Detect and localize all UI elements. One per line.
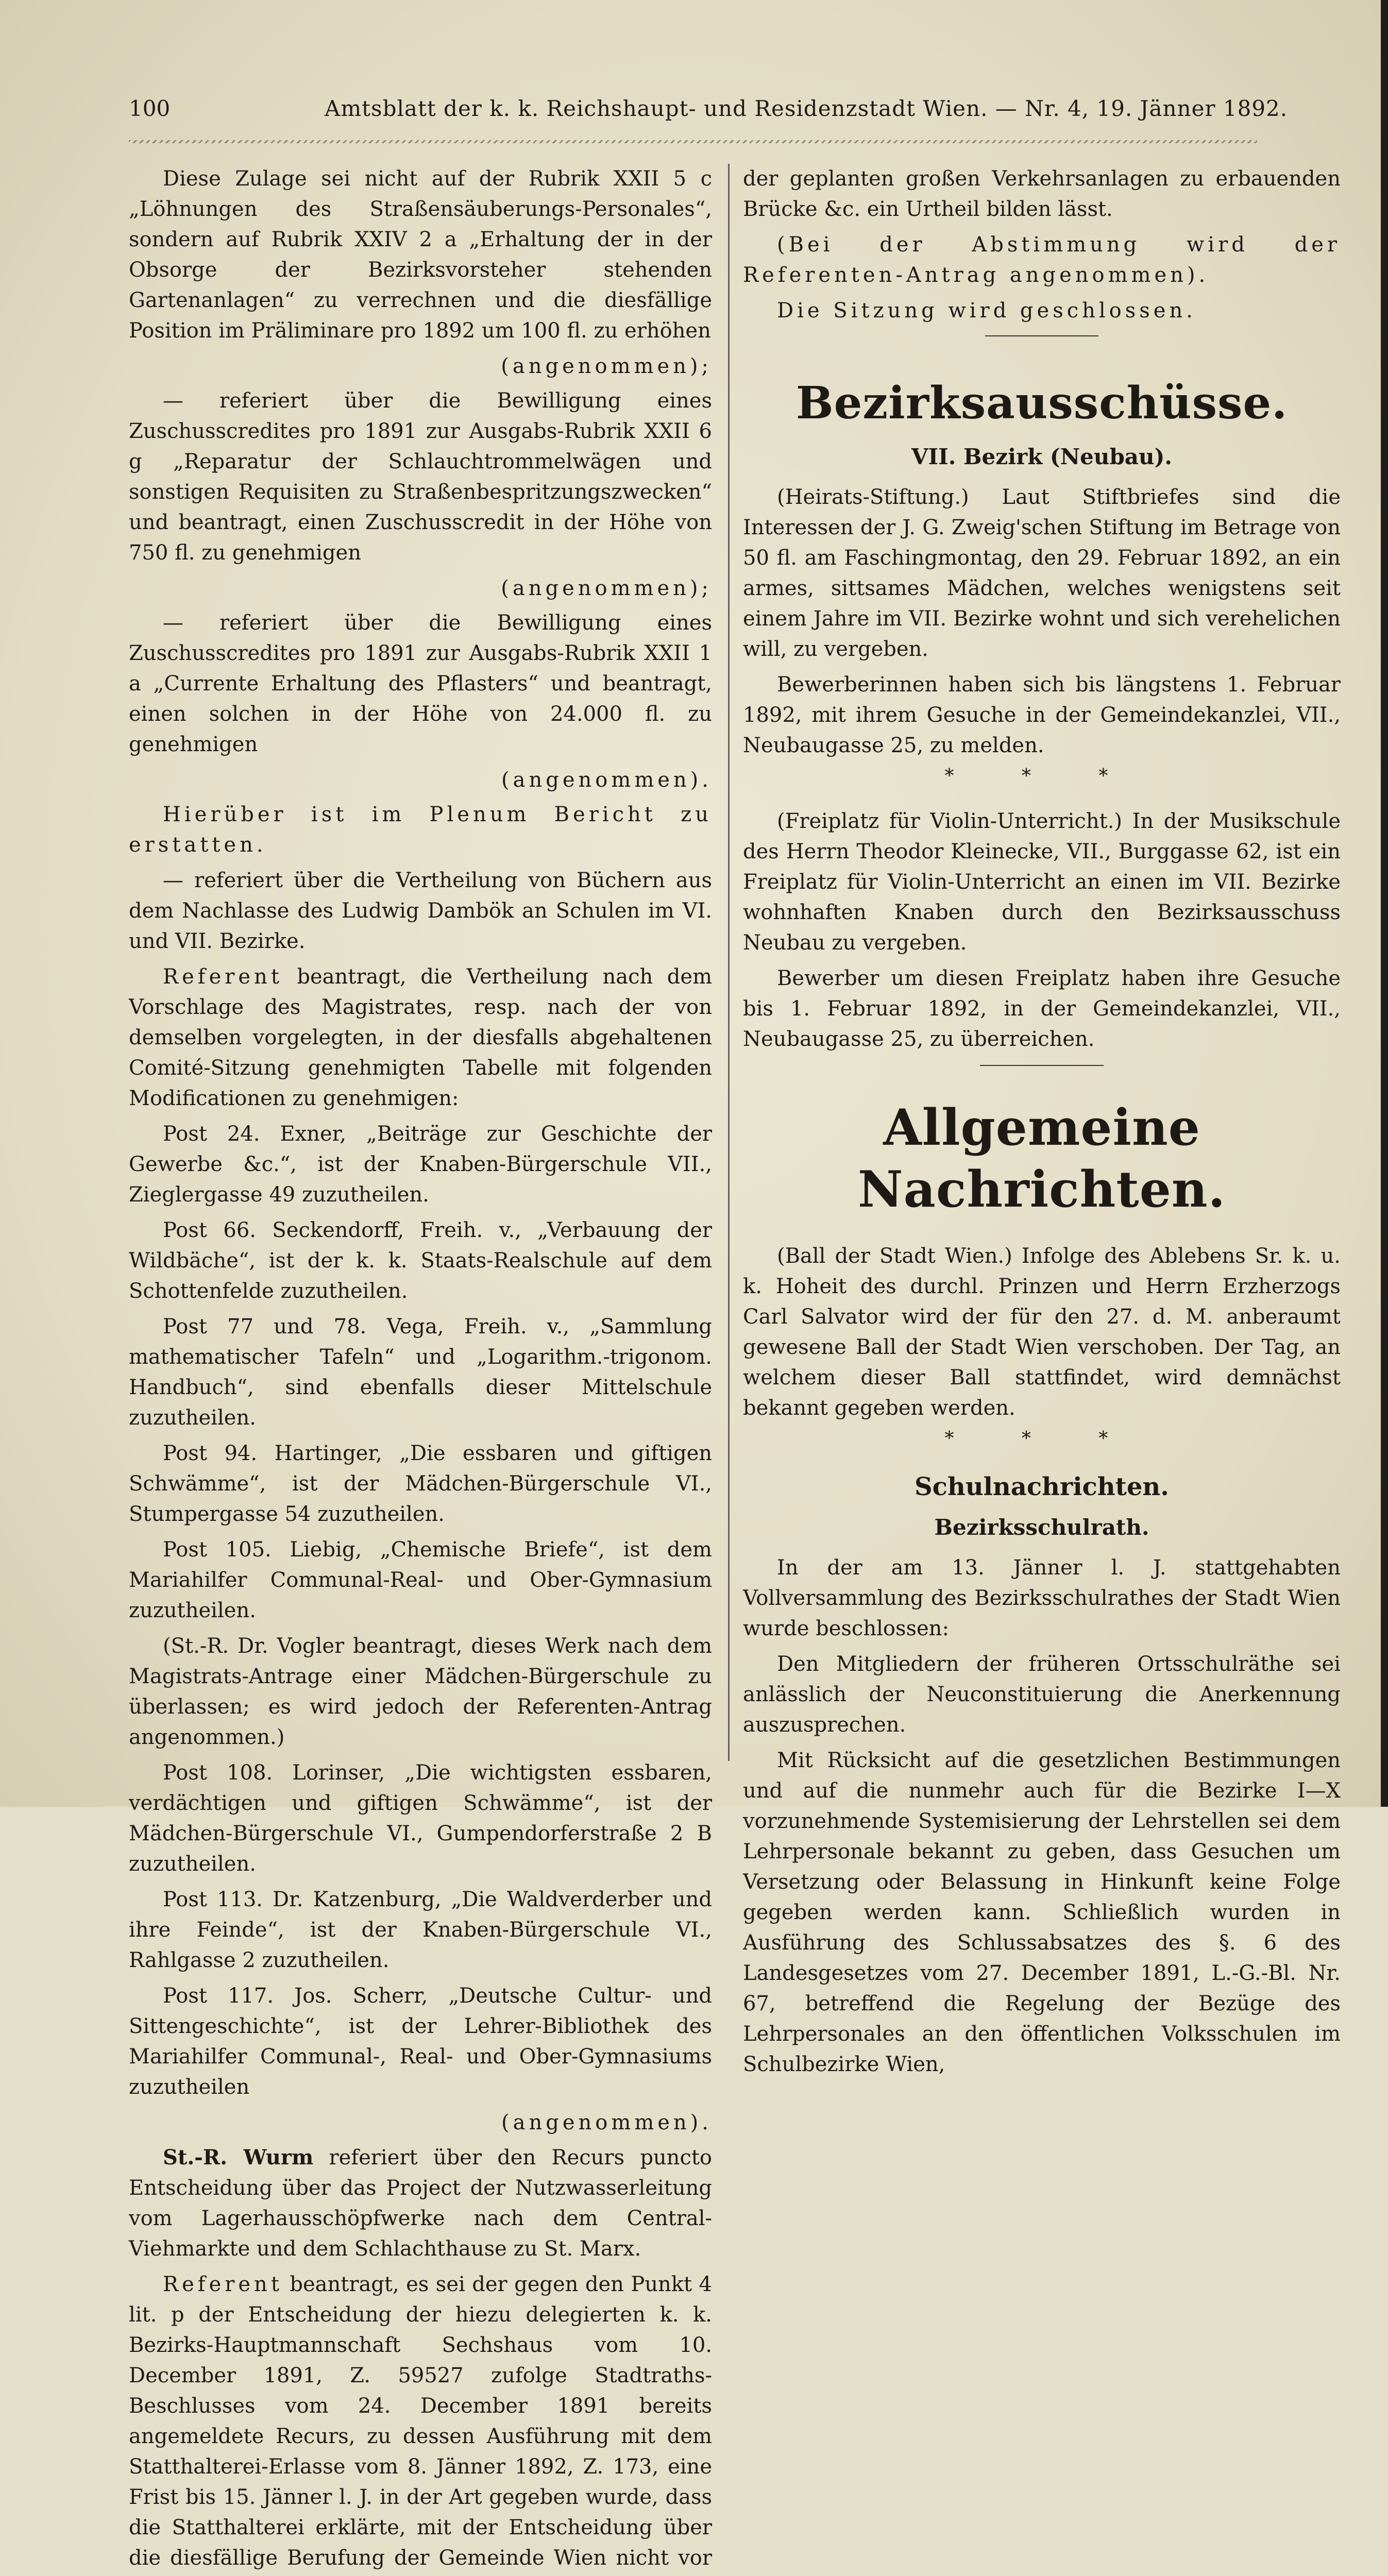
paragraph: — referiert über die Bewilligung eines Zuschusscredites pro 1891 zur Ausgabs-Rubrik XXII 6 g „Reparatur der Schlauchtrommelwägen und sonstigen Requisiten zu Straßenbespritzungszwecken“ und beantragt, einen Zuschusscredit in der Höhe von 750 fl. zu genehmigen xyxy=(129,389,712,565)
paragraph xyxy=(129,962,712,1114)
left-column xyxy=(129,164,712,2576)
paragraph-text: beantragt, es sei der gegen den Punkt 4 lit. p der Entscheidung der hiezu delegierten k. k. Bezirks-Hauptmannschaft Sechshaus vom 10. December 1891, Z. 59527 zufolge Stadtraths-Beschlusses vom 24. December 1891 bereits angemeldete Recurs, zu dessen Ausführung mit dem Statthalterei-Erlasse vom 8. Jänner 1892, Z. 173, eine Frist bis 15. Jänner l. J. in der Art gegeben wurde, dass die Statthalterei erklärte, mit der Entscheidung über die diesfällige Berufung der Gemeinde Wien nicht vor xyxy=(129,2273,712,2570)
paragraph: (Freiplatz für Violin-Unterricht.) In der Musikschule des Herrn Theodor Kleinecke, VII., Burggasse 62, ist ein Freiplatz für Violin-Unterricht an einen im VII. Bezirke wohnhaften Knaben durch den Bezirksausschuss Neubau zu vergeben. xyxy=(743,809,1341,955)
section-title-bezirksausschuesse: Bezirksausschüsse. xyxy=(795,377,1288,429)
referent-label: Referent xyxy=(163,965,283,989)
paragraph: (Bei der Abstimmung wird der Referenten-Antrag angenommen). xyxy=(743,233,1341,287)
post-entry: Post 105. Liebig, „Chemische Briefe“, ist dem Mariahilfer Communal-Real- und Ober-Gymnasium zuzutheilen. xyxy=(129,1538,712,1622)
speaker-label: St.-R. Wurm xyxy=(163,2145,314,2170)
paragraph-text: referiert über den Recurs puncto Entscheidung über das Project der Nutzwasserleitung vom Lagerhausschöpfwerke nach dem Central-Viehmarkte und dem Schlachthause zu St. Marx. xyxy=(129,2146,713,2261)
paragraph: Bewerberinnen haben sich bis längstens 1. Februar 1892, mit ihrem Gesuche in der Gemeindekanzlei, VII., Neubaugasse 25, zu melden. xyxy=(743,673,1341,757)
section-divider xyxy=(985,335,1098,336)
post-entry: Post 117. Jos. Scherr, „Deutsche Cultur- und Sittengeschichte“, ist der Lehrer-Bibliothek des Mariahilfer Communal-, Real- und Ober-Gymnasiums zuzutheilen xyxy=(129,1984,712,2099)
running-title: Amtsblatt der k. k. Reichshaupt- und Residenzstadt Wien. — Nr. 4, 19. Jänner 1892. xyxy=(325,96,1288,121)
section-title-schulnachrichten: Schulnachrichten. xyxy=(914,1472,1169,1501)
district-heading: VII. Bezirk (Neubau). xyxy=(911,444,1173,469)
page-number: 100 xyxy=(129,96,171,121)
paragraph xyxy=(129,2142,712,2264)
post-entry: Post 24. Exner, „Beiträge zur Geschichte der Gewerbe &c.“, ist der Knaben-Bürgerschule VII., Zieglergasse 49 zuzutheilen. xyxy=(129,1122,712,1207)
page-header xyxy=(129,96,1288,132)
right-column xyxy=(743,164,1341,2085)
column-divider xyxy=(728,164,730,1761)
paragraph: Den Mitgliedern der früheren Ortsschulräthe sei anlässlich der Neuconstituierung die Anerkennung auszusprechen. xyxy=(743,1652,1341,1737)
vote-result: (angenommen). xyxy=(501,768,712,792)
post-entry: Post 113. Dr. Katzenburg, „Die Waldverderber und ihre Feinde“, ist der Knaben-Bürgerschule VI., Rahlgasse 2 zuzutheilen. xyxy=(129,1888,712,1972)
post-entry: Post 94. Hartinger, „Die essbaren und giftigen Schwämme“, ist der Mädchen-Bürgerschule VI., Stumpergasse 54 zuzutheilen. xyxy=(129,1442,712,1526)
subsection-heading: Bezirksschulrath. xyxy=(934,1515,1149,1540)
post-entry: Post 108. Lorinser, „Die wichtigsten essbaren, verdächtigen und giftigen Schwämme“, ist der Mädchen-Bürgerschule VI., Gumpendorferstraße 2 B zuzutheilen. xyxy=(129,1761,712,1876)
header-rule xyxy=(129,140,1257,143)
asterism: * * * xyxy=(944,766,1139,787)
paragraph: Mit Rücksicht auf die gesetzlichen Bestimmungen und auf die nunmehr auch für die Bezirke I—X vorzunehmende Systemisierung der Lehrstellen sei dem Lehrpersonale bekannt zu geben, dass Gesuchen um Versetzung oder Belassung in Hinkunft keine Folge gegeben werden kann. Schließlich wurden in Ausführung des Schlussabsatzes des §. 6 des Landesgesetzes vom 27. December 1891, L.-G.-Bl. Nr. 67, betreffend die Regelung der Bezüge des Lehrpersonales an den öffentlichen Volksschulen im Schulbezirke Wien, xyxy=(743,1749,1341,2076)
paragraph: — referiert über die Vertheilung von Büchern aus dem Nachlasse des Ludwig Dambök an Schulen im VI. und VII. Bezirke. xyxy=(129,869,712,953)
vote-result: (angenommen); xyxy=(501,354,712,378)
post-entry: Post 66. Seckendorff, Freih. v., „Verbauung der Wildbäche“, ist der k. k. Staats-Realschule auf dem Schottenfelde zuzutheilen. xyxy=(129,1218,712,1303)
paragraph xyxy=(129,2269,712,2576)
paragraph: — referiert über die Bewilligung eines Zuschusscredites pro 1891 zur Ausgabs-Rubrik XXII 1 a „Currente Erhaltung des Pflasters“ und beantragt, einen solchen in der Höhe von 24.000 fl. zu genehmigen xyxy=(129,611,712,756)
paragraph: Bewerber um diesen Freiplatz haben ihre Gesuche bis 1. Februar 1892, in der Gemeindekanzlei, VII., Neubaugasse 25, zu überreichen. xyxy=(743,967,1341,1051)
paragraph: (Heirats-Stiftung.) Laut Stiftbriefes sind die Interessen der J. G. Zweig'schen Stiftung im Betrage von 50 fl. am Faschingmontag, den 29. Februar 1892, an ein armes, sittsames Mädchen, welches wenigstens seit einem Jahre im VII. Bezirke wohnt und sich verehelichen will, zu vergeben. xyxy=(743,485,1341,661)
paragraph: In der am 13. Jänner l. J. stattgehabten Vollversammlung des Bezirksschulrathes der Stadt Wien wurde beschlossen: xyxy=(743,1556,1341,1640)
paragraph-text: beantragt, die Vertheilung nach dem Vorschlage des Magistrates, resp. nach der von demselben vorgelegten, in der diesfalls abgehaltenen Comité-Sitzung genehmigten Tabelle mit folgenden Modificationen zu genehmigen: xyxy=(129,965,712,1110)
paragraph: der geplanten großen Verkehrsanlagen zu erbauenden Brücke &c. ein Urtheil bilden lässt. xyxy=(743,167,1341,221)
post-entry: Post 77 und 78. Vega, Freih. v., „Sammlung mathematischer Tafeln“ und „Logarithm.-trigonom. Handbuch“, sind ebenfalls dieser Mittelschule zuzutheilen. xyxy=(129,1315,712,1430)
paragraph: Diese Zulage sei nicht auf der Rubrik XXII 5 c „Löhnungen des Straßensäuberungs-Personales“, sondern auf Rubrik XXIV 2 a „Erhaltung der in der Obsorge der Bezirksvorsteher stehenden Gartenanlagen“ zu verrechnen und die diesfällige Position im Präliminare pro 1892 um 100 fl. zu erhöhen xyxy=(129,167,712,343)
section-divider xyxy=(980,1065,1104,1066)
vote-result: (angenommen). xyxy=(501,2111,712,2134)
paragraph: Hierüber ist im Plenum Bericht zu erstatten. xyxy=(129,803,712,857)
paragraph: (St.-R. Dr. Vogler beantragt, dieses Werk nach dem Magistrats-Antrage einer Mädchen-Bürgerschule zu überlassen; es wird jedoch der Referenten-Antrag angenommen.) xyxy=(129,1634,712,1749)
paragraph: (Ball der Stadt Wien.) Infolge des Ablebens Sr. k. u. k. Hoheit des durchl. Prinzen und Herrn Erzherzogs Carl Salvator wird der für den 27. d. M. anberaumt gewesene Ball der Stadt Wien verschoben. Der Tag, an welchem dieser Ball stattfindet, wird demnächst bekannt gegeben werden. xyxy=(743,1244,1341,1420)
asterism: * * * xyxy=(944,1428,1139,1449)
vote-result: (angenommen); xyxy=(501,577,712,600)
section-title-allgemeine-nachrichten: Allgemeine Nachrichten. xyxy=(857,1098,1226,1218)
referent-label: Referent xyxy=(163,2273,283,2296)
paragraph: Die Sitzung wird geschlossen. xyxy=(777,299,1196,323)
